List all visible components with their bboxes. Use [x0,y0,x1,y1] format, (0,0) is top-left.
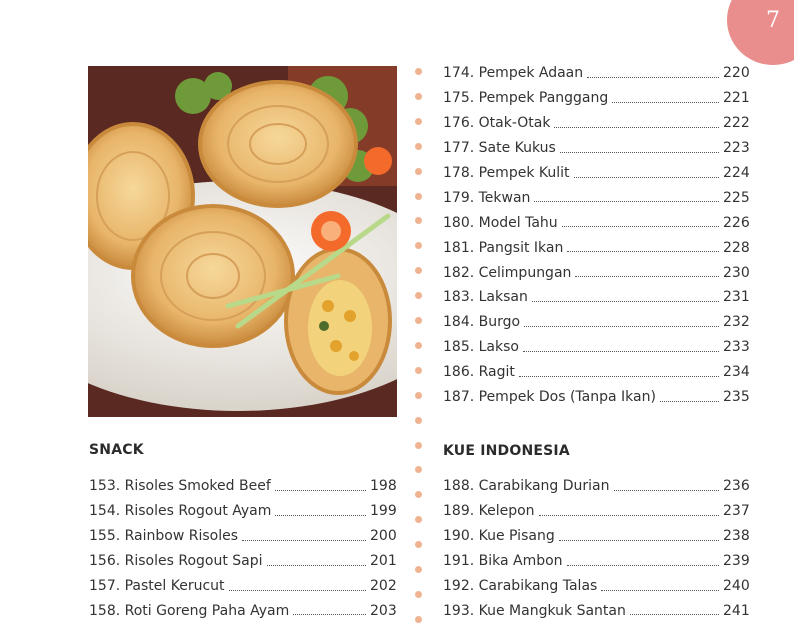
divider-dot [415,367,422,374]
divider-dot [415,242,422,249]
toc-entry-title: 183. Laksan [443,289,528,306]
toc-entry-title: 155. Rainbow Risoles [89,528,239,545]
toc-entry-page: 203 [370,602,397,619]
dot-leader [229,590,366,591]
dot-leader [587,77,719,78]
toc-list-kue-indonesia [443,474,749,623]
divider-dot [415,292,422,299]
dot-leader [275,515,366,516]
dot-leader [267,565,366,566]
divider-dot [415,317,422,324]
divider-dot [415,68,422,75]
toc-entry-title: 184. Burgo [443,314,521,331]
dot-leader [523,351,719,352]
divider-dot [415,491,422,498]
toc-entry-title: 193. Kue Mangkuk Santan [443,602,626,619]
toc-entry [443,549,749,574]
toc-entry [89,474,396,499]
toc-entry-page: 223 [723,140,750,157]
divider-dot [415,591,422,598]
dot-leader [567,251,719,252]
page-number: 7 [766,8,780,33]
toc-entry-title: 157. Pastel Kerucut [89,578,225,594]
divider-dot [415,118,422,125]
toc-entry [89,524,396,549]
divider-dot [415,168,422,175]
dot-leader [532,301,719,302]
dot-leader [562,226,719,227]
toc-entry-page: 232 [723,314,750,331]
toc-entry [89,549,396,574]
pastel-pastries-photo [88,66,397,417]
toc-entry-page: 233 [723,339,750,356]
divider-dot [415,392,422,399]
dot-leader [567,565,719,566]
divider-dot [415,616,422,623]
toc-entry-title: 187. Pempek Dos (Tanpa Ikan) [443,389,656,406]
toc-entry [443,360,749,385]
toc-entry-page: 224 [723,165,750,181]
toc-entry-title: 177. Sate Kukus [443,140,556,157]
toc-entry-title: 181. Pangsit Ikan [443,239,564,256]
toc-entry [443,111,749,136]
toc-entry-title: 185. Lakso [443,339,519,356]
section-title-snack: SNACK [89,442,144,458]
toc-list-snack [89,474,396,623]
divider-dot [415,342,422,349]
toc-entry [443,136,749,161]
pastry-illustration [88,66,397,417]
dot-leader [630,614,719,615]
toc-entry-page: 200 [370,528,397,545]
toc-entry-title: 189. Kelepon [443,503,535,520]
dot-leader [293,614,366,615]
dot-leader [612,102,719,103]
divider-dot [415,93,422,100]
toc-entry [443,524,749,549]
divider-dot [415,442,422,449]
divider-dot [415,143,422,150]
dot-leader [275,490,366,491]
dotted-column-divider [408,60,428,630]
dot-leader [519,376,719,377]
toc-entry [89,598,396,623]
divider-dot [415,217,422,224]
dot-leader [614,490,720,491]
toc-entry [89,499,396,524]
toc-entry-page: 220 [723,65,750,82]
dot-leader [554,127,719,128]
toc-entry-page: 225 [723,189,750,206]
toc-entry [443,61,749,86]
toc-entry [443,474,749,499]
toc-entry-title: 176. Otak-Otak [443,115,551,132]
toc-entry [443,574,749,599]
toc-entry [443,86,749,111]
toc-entry [443,161,749,186]
toc-entry-page: 241 [723,602,750,619]
toc-entry-title: 175. Pempek Panggang [443,90,609,107]
toc-entry-page: 221 [723,90,750,107]
toc-entry-title: 179. Tekwan [443,189,531,206]
toc-entry [443,335,749,360]
toc-entry-page: 201 [370,553,397,570]
toc-entry-title: 191. Bika Ambon [443,553,563,570]
toc-entry-page: 237 [723,503,750,520]
toc-entry [443,385,749,410]
dot-leader [559,540,719,541]
divider-dot [415,193,422,200]
toc-entry-page: 202 [370,578,397,594]
toc-entry-title: 190. Kue Pisang [443,528,555,545]
toc-list-right [443,61,749,409]
toc-entry [443,598,749,623]
dot-leader [601,590,719,591]
toc-entry-title: 182. Celimpungan [443,264,572,281]
toc-entry-page: 222 [723,115,750,132]
dot-leader [660,401,719,402]
toc-entry [443,235,749,260]
dot-leader [524,326,719,327]
toc-entry-page: 239 [723,553,750,570]
toc-entry-page: 240 [723,578,750,594]
dot-leader [575,276,719,277]
toc-entry-title: 192. Carabikang Talas [443,578,598,594]
toc-entry [443,185,749,210]
toc-entry-title: 178. Pempek Kulit [443,165,570,181]
divider-dot [415,267,422,274]
toc-entry-page: 236 [723,478,750,495]
toc-entry-title: 174. Pempek Adaan [443,65,584,82]
toc-entry-page: 230 [723,264,750,281]
toc-entry-page: 199 [370,503,397,520]
toc-entry [443,285,749,310]
toc-entry-page: 231 [723,289,750,306]
toc-entry-page: 235 [723,389,750,406]
toc-entry-page: 226 [723,214,750,231]
toc-entry [89,574,396,599]
toc-entry [443,260,749,285]
toc-entry-title: 180. Model Tahu [443,214,558,231]
toc-entry-page: 198 [370,478,397,495]
toc-entry-title: 156. Risoles Rogout Sapi [89,553,263,570]
toc-entry-title: 153. Risoles Smoked Beef [89,478,271,495]
divider-dot [415,516,422,523]
toc-entry [443,310,749,335]
dot-leader [574,177,720,178]
dot-leader [539,515,719,516]
toc-entry-title: 188. Carabikang Durian [443,478,610,495]
toc-entry-title: 186. Ragit [443,364,515,381]
toc-entry-title: 158. Roti Goreng Paha Ayam [89,602,290,619]
toc-entry-page: 228 [723,239,750,256]
divider-dot [415,466,422,473]
section-title-kue-indonesia: KUE INDONESIA [443,443,570,459]
divider-dot [415,541,422,548]
toc-entry-page: 234 [723,364,750,381]
toc-entry-page: 238 [723,528,750,545]
divider-dot [415,566,422,573]
toc-entry [443,210,749,235]
dot-leader [560,152,719,153]
dot-leader [534,201,719,202]
divider-dot [415,417,422,424]
toc-entry [443,499,749,524]
dot-leader [242,540,366,541]
toc-entry-title: 154. Risoles Rogout Ayam [89,503,272,520]
